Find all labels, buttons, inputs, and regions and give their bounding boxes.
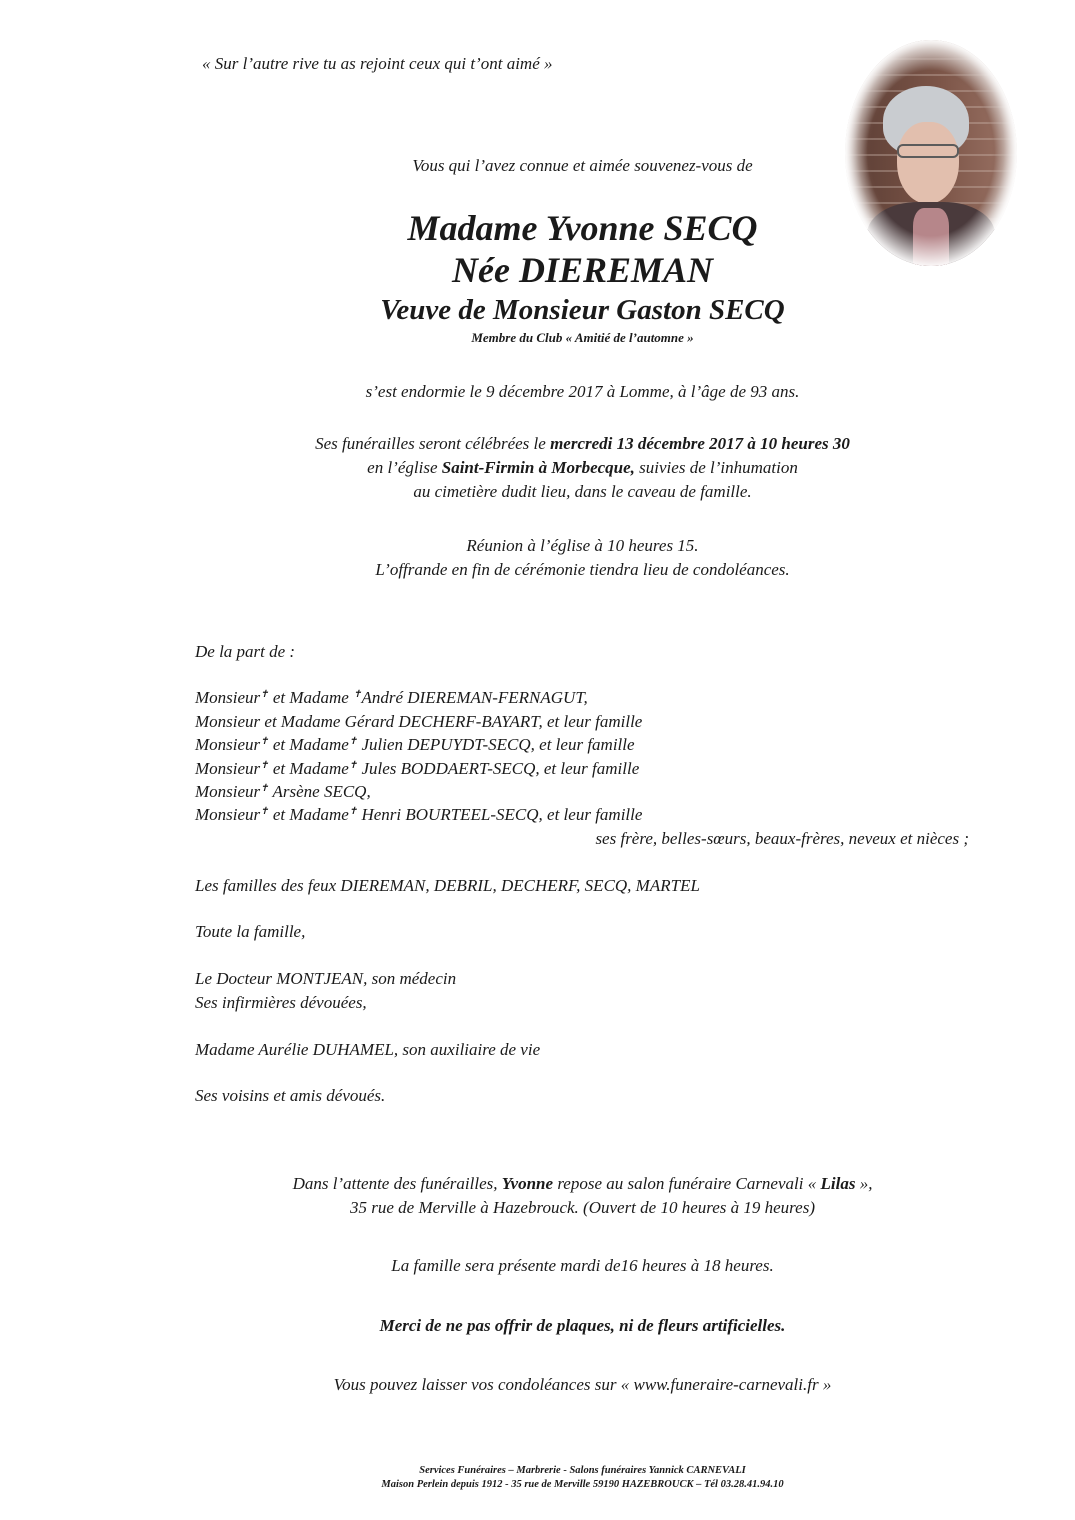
family-row-3 (195, 733, 635, 757)
family-relation: ses frère, belles-sœurs, beaux-frères, neveux et nièces ; (595, 829, 969, 848)
title: Monsieur (195, 688, 261, 707)
funeral-home-line-2: 35 rue de Merville à Hazebrouck. (Ouvert de 10 heures à 19 heures) (349, 1198, 815, 1217)
epigraph: « Sur l’autre rive tu as rejoint ceux qui t’ont aimé » (202, 54, 553, 73)
title: et Madame (268, 805, 349, 824)
maiden-name: Née DIEREMAN (451, 250, 714, 290)
family-row-5 (195, 780, 371, 804)
first-name: Yvonne (501, 1174, 554, 1193)
church-prefix: en l’église (367, 458, 442, 477)
title: et Madame (268, 759, 349, 778)
footer-address: Maison Perlein depuis 1912 - 35 rue de Merville 59190 HAZEBROUCK – Tél 03.28.41.94.10 (381, 1479, 784, 1490)
cross-icon: ✝ (260, 760, 269, 771)
burial-text: suivies de l’inhumation (634, 458, 798, 477)
cross-icon: ✝ (348, 736, 358, 747)
whole-family: Toute la famille, (195, 922, 306, 941)
late-families: Les familles des feux DIEREMAN, DEBRIL, DECHERF, SECQ, MARTEL (195, 876, 700, 895)
care-aide: Madame Aurélie DUHAMEL, son auxiliaire de vie (195, 1040, 541, 1059)
cross-icon: ✝ (260, 783, 269, 794)
family-name: Jules BODDAERT-SECQ, et leur famille (357, 759, 640, 778)
rest-text: », (855, 1174, 873, 1193)
cross-icon: ✝ (348, 760, 358, 771)
title: Monsieur (195, 735, 261, 754)
no-flowers-request: Merci de ne pas offrir de plaques, ni de fleurs artificielles. (379, 1316, 786, 1335)
funeral-line-3: au cimetière dudit lieu, dans le caveau de famille. (413, 482, 752, 501)
family-row-4 (195, 757, 639, 781)
rest-text: repose au salon funéraire Carnevali « (553, 1174, 821, 1193)
doctor: Le Docteur MONTJEAN, son médecin (195, 969, 457, 988)
funeral-intro: Ses funérailles seront célébrées le (315, 434, 551, 453)
family-name: Arsène SECQ, (268, 782, 371, 801)
funeral-line-2 (170, 456, 995, 480)
family-name: André DIEREMAN-FERNAGUT, (361, 688, 588, 707)
cross-icon: ✝ (260, 736, 269, 747)
cross-icon: ✝ (353, 689, 362, 700)
family-row-1 (195, 686, 588, 710)
footer-company: Services Funéraires – Marbrerie - Salons funéraires Yannick CARNEVALI (419, 1465, 746, 1476)
title: Monsieur (195, 759, 261, 778)
meeting-time: Réunion à l’église à 10 heures 15. (466, 536, 699, 555)
cross-icon: ✝ (260, 689, 269, 700)
intro-text: Vous qui l’avez connue et aimée souvenez-vous de (412, 156, 753, 175)
title: et Madame (268, 735, 349, 754)
rest-text: Dans l’attente des funérailles, (292, 1174, 502, 1193)
cross-icon: ✝ (348, 806, 358, 817)
family-row-6 (195, 803, 642, 827)
family-row-2: Monsieur et Madame Gérard DECHERF-BAYART, et leur famille (195, 712, 643, 731)
title: Monsieur (195, 782, 261, 801)
nurses: Ses infirmières dévouées, (195, 993, 367, 1012)
church-name: Saint-Firmin à Morbecque, (441, 458, 635, 477)
death-notice: s’est endormie le 9 décembre 2017 à Lomme, à l’âge de 93 ans. (365, 382, 800, 401)
from-label: De la part de : (195, 642, 296, 661)
funeral-date: mercredi 13 décembre 2017 à 10 heures 30 (550, 434, 850, 453)
salon-name: Lilas (820, 1174, 856, 1193)
family-presence: La famille sera présente mardi de16 heures à 18 heures. (391, 1256, 774, 1275)
title: et Madame (268, 688, 354, 707)
offering-note: L’offrande en fin de cérémonie tiendra lieu de condoléances. (375, 560, 790, 579)
family-name: Henri BOURTEEL-SECQ, et leur famille (357, 805, 643, 824)
condolences-link: Vous pouvez laisser vos condoléances sur « www.funeraire-carnevali.fr » (333, 1375, 832, 1394)
neighbors: Ses voisins et amis dévoués. (195, 1086, 386, 1105)
widow-of: Veuve de Monsieur Gaston SECQ (380, 294, 785, 326)
funeral-home-line-1 (170, 1172, 995, 1196)
cross-icon: ✝ (260, 806, 269, 817)
funeral-line-1 (170, 432, 995, 456)
title: Monsieur (195, 805, 261, 824)
family-name: Julien DEPUYDT-SECQ, et leur famille (357, 735, 635, 754)
deceased-name: Madame Yvonne SECQ (407, 208, 758, 248)
club-membership: Membre du Club « Amitié de l’automne » (471, 330, 694, 345)
